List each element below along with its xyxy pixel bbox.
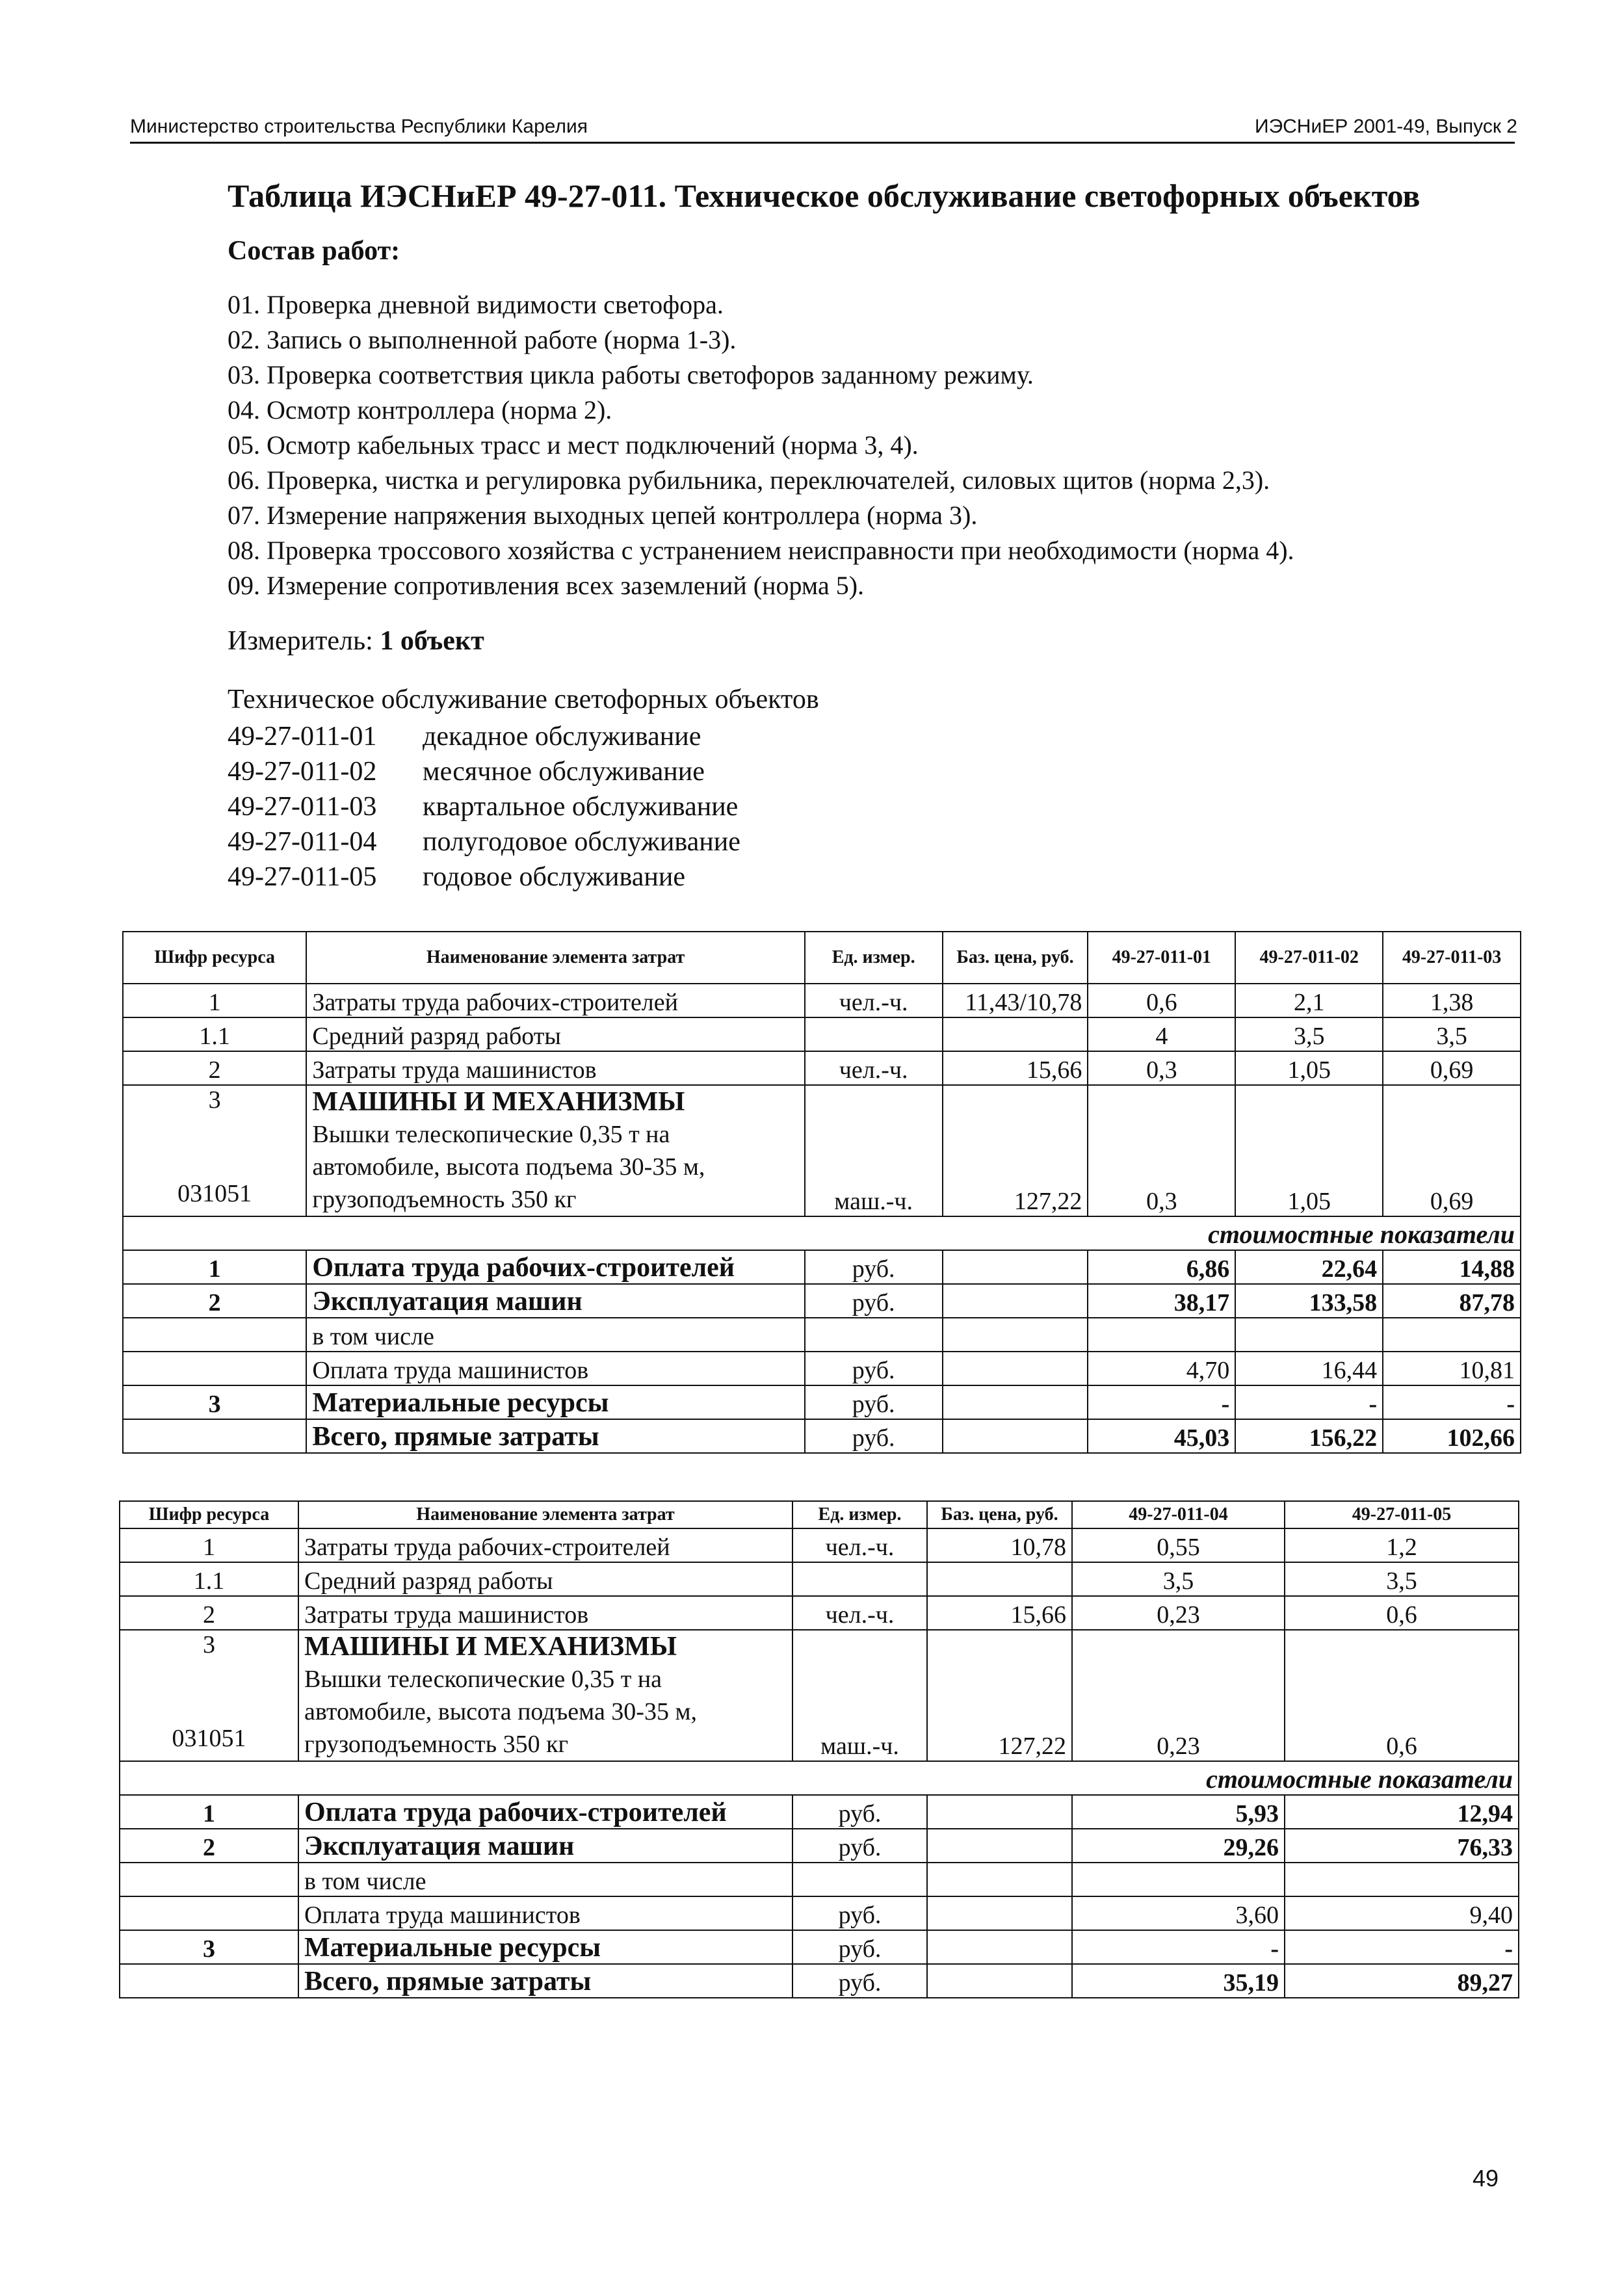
cell-unit: чел.-ч.	[805, 984, 943, 1017]
table-row	[123, 1017, 1521, 1051]
cell-value: 2,1	[1235, 984, 1383, 1017]
table-row	[120, 1829, 1519, 1863]
cell-value: -	[1088, 1385, 1235, 1419]
cell-unit: чел.-ч.	[792, 1596, 927, 1630]
work-step: 07. Измерение напряжения выходных цепей контроллера (норма 3).	[228, 501, 978, 530]
cell-price	[943, 1017, 1088, 1051]
work-step: 01. Проверка дневной видимости светофора.	[228, 290, 724, 319]
cell-code: 2	[123, 1284, 306, 1318]
cell-name: Материальные ресурсы	[298, 1930, 792, 1964]
col-header-name: Наименование элемента затрат	[306, 932, 804, 984]
cell-name: Затраты труда рабочих-строителей	[298, 1528, 792, 1562]
cell-unit: руб.	[792, 1896, 927, 1930]
cell-value: 87,78	[1383, 1284, 1521, 1318]
work-step: 05. Осмотр кабельных трасс и мест подключений (норма 3, 4).	[228, 430, 919, 460]
table-row	[120, 1863, 1519, 1896]
cell-name: Всего, прямые затраты	[306, 1419, 804, 1453]
work-step: 08. Проверка троссового хозяйства с устранением неисправности при необходимости (норма 4).	[228, 536, 1294, 565]
cell-value: 35,19	[1072, 1964, 1285, 1998]
composition-label: Состав работ:	[228, 236, 400, 266]
cell-unit: маш.-ч.	[805, 1085, 943, 1216]
norm-code-item	[228, 719, 740, 754]
cell-code: 1.1	[123, 1017, 306, 1051]
cell-value: 29,26	[1072, 1829, 1285, 1863]
cell-value: 45,03	[1088, 1419, 1235, 1453]
work-step: 04. Осмотр контроллера (норма 2).	[228, 395, 612, 425]
cell-value	[1383, 1318, 1521, 1352]
cell-name: Материальные ресурсы	[306, 1385, 804, 1419]
col-header-norm: 49-27-011-03	[1383, 932, 1521, 984]
table-row	[120, 1896, 1519, 1930]
table-row	[120, 1795, 1519, 1829]
cell-code: 2	[120, 1596, 298, 1630]
cell-code	[120, 1964, 298, 1998]
page-title: Таблица ИЭСНиЕР 49-27-011. Техническое обслуживание светофорных объектов	[228, 177, 1421, 214]
table-total-row	[123, 1419, 1521, 1453]
machine-desc: Вышки телескопические 0,35 т на автомобиле, высота подъема 30-35 м, грузоподъемность 350 кг	[312, 1121, 705, 1213]
cell-code	[123, 1419, 306, 1453]
cell-unit	[792, 1863, 927, 1896]
table-row	[120, 1930, 1519, 1964]
cell-value: 12,94	[1285, 1795, 1519, 1829]
cell-value: -	[1072, 1930, 1285, 1964]
cell-code: 1	[120, 1795, 298, 1829]
cell-value: 0,55	[1072, 1528, 1285, 1562]
cell-price	[927, 1863, 1072, 1896]
cell-price: 15,66	[927, 1596, 1072, 1630]
cell-name: Средний разряд работы	[306, 1017, 804, 1051]
cell-unit	[805, 1017, 943, 1051]
cell-value: -	[1383, 1385, 1521, 1419]
table-row-machines	[123, 1085, 1521, 1216]
cell-value: 1,05	[1235, 1085, 1383, 1216]
norm-name: полугодовое обслуживание	[423, 827, 740, 857]
page-number: 49	[1473, 2165, 1499, 2192]
col-header-norm: 49-27-011-05	[1285, 1501, 1519, 1528]
cell-name: Оплата труда машинистов	[306, 1352, 804, 1385]
cell-code	[120, 1896, 298, 1930]
cell-name: Эксплуатация машин	[298, 1829, 792, 1863]
cell-price: 10,78	[927, 1528, 1072, 1562]
norm-name: годовое обслуживание	[423, 862, 685, 892]
col-header-norm: 49-27-011-04	[1072, 1501, 1285, 1528]
work-step: 09. Измерение сопротивления всех заземлений (норма 5).	[228, 571, 865, 600]
cell-price	[943, 1318, 1088, 1352]
norm-code: 49-27-011-04	[228, 827, 377, 857]
table-row	[120, 1562, 1519, 1596]
cell-price: 11,43/10,78	[943, 984, 1088, 1017]
work-step: 06. Проверка, чистка и регулировка рубильника, переключателей, силовых щитов (норма 2,3).	[228, 465, 1270, 495]
cell-price	[927, 1964, 1072, 1998]
cost-header: стоимостные показатели	[123, 1216, 1521, 1250]
cell-code: 1	[123, 984, 306, 1017]
cell-code: 3	[120, 1930, 298, 1964]
cell-value	[1285, 1863, 1519, 1896]
cell-name: Затраты труда рабочих-строителей	[306, 984, 804, 1017]
col-header-code: Шифр ресурса	[120, 1501, 298, 1528]
cell-value: 14,88	[1383, 1250, 1521, 1284]
work-step: 02. Запись о выполненной работе (норма 1-3).	[228, 325, 737, 354]
cell-value: 156,22	[1235, 1419, 1383, 1453]
cell-unit: руб.	[805, 1419, 943, 1453]
cell-code	[123, 1085, 306, 1216]
cell-code: 2	[123, 1051, 306, 1085]
work-steps-list	[228, 287, 1294, 603]
cell-name: Средний разряд работы	[298, 1562, 792, 1596]
cell-unit: чел.-ч.	[805, 1051, 943, 1085]
cell-price	[943, 1250, 1088, 1284]
cell-value: 0,23	[1072, 1596, 1285, 1630]
cell-value: 76,33	[1285, 1829, 1519, 1863]
cell-price	[927, 1896, 1072, 1930]
table-row	[123, 1250, 1521, 1284]
machines-heading: МАШИНЫ И МЕХАНИЗМЫ	[312, 1087, 685, 1117]
header-divider	[130, 142, 1515, 144]
col-header-norm: 49-27-011-01	[1088, 932, 1235, 984]
work-step: 03. Проверка соответствия цикла работы светофоров заданному режиму.	[228, 360, 1034, 389]
cell-price	[927, 1795, 1072, 1829]
table-header-row	[120, 1501, 1519, 1528]
cell-unit: чел.-ч.	[792, 1528, 927, 1562]
cell-price	[943, 1419, 1088, 1453]
machines-num: 3	[203, 1631, 215, 1658]
cell-value: 4	[1088, 1017, 1235, 1051]
norm-code: 49-27-011-02	[228, 757, 377, 787]
col-header-norm: 49-27-011-02	[1235, 932, 1383, 984]
cell-name: Затраты труда машинистов	[298, 1596, 792, 1630]
table-row	[123, 1318, 1521, 1352]
cell-value: 1,05	[1235, 1051, 1383, 1085]
norm-name: квартальное обслуживание	[423, 792, 739, 822]
cell-name: Эксплуатация машин	[306, 1284, 804, 1318]
col-header-price: Баз. цена, руб.	[927, 1501, 1072, 1528]
measure-value: 1 объект	[380, 626, 484, 656]
cell-value: 102,66	[1383, 1419, 1521, 1453]
machine-code: 031051	[177, 1180, 252, 1207]
cell-name	[306, 1085, 804, 1216]
table-row	[123, 1352, 1521, 1385]
cell-value: 3,5	[1235, 1017, 1383, 1051]
cell-value: 0,69	[1383, 1051, 1521, 1085]
norm-code: 49-27-011-05	[228, 862, 377, 892]
table-total-row	[120, 1964, 1519, 1998]
cell-name: Оплата труда машинистов	[298, 1896, 792, 1930]
cell-unit: руб.	[805, 1250, 943, 1284]
cell-value: 0,6	[1088, 984, 1235, 1017]
cell-value: 4,70	[1088, 1352, 1235, 1385]
cell-price	[927, 1829, 1072, 1863]
norm-name: месячное обслуживание	[423, 757, 705, 787]
cell-code: 2	[120, 1829, 298, 1863]
cell-price	[943, 1352, 1088, 1385]
cell-value: 3,5	[1072, 1562, 1285, 1596]
cell-value: 89,27	[1285, 1964, 1519, 1998]
machines-num: 3	[208, 1086, 221, 1114]
cell-value: 1,2	[1285, 1528, 1519, 1562]
cell-value: 22,64	[1235, 1250, 1383, 1284]
norm-code-item	[228, 859, 740, 895]
cell-name: Оплата труда рабочих-строителей	[298, 1795, 792, 1829]
cell-price	[927, 1930, 1072, 1964]
cell-value: 38,17	[1088, 1284, 1235, 1318]
header-edition: ИЭСНиЕР 2001-49, Выпуск 2	[1255, 116, 1517, 137]
cost-header: стоимостные показатели	[120, 1761, 1519, 1795]
cell-price: 127,22	[927, 1630, 1072, 1761]
cell-unit: руб.	[805, 1385, 943, 1419]
cell-value: 0,23	[1072, 1630, 1285, 1761]
cell-unit: руб.	[792, 1930, 927, 1964]
cell-value: 10,81	[1383, 1352, 1521, 1385]
cell-value: 9,40	[1285, 1896, 1519, 1930]
norm-code-item	[228, 789, 740, 824]
norm-code-item	[228, 824, 740, 859]
norm-code: 49-27-011-01	[228, 722, 377, 752]
table-header-row	[123, 932, 1521, 984]
cell-code: 1.1	[120, 1562, 298, 1596]
cell-unit: руб.	[792, 1964, 927, 1998]
cell-value: -	[1235, 1385, 1383, 1419]
cell-unit	[792, 1562, 927, 1596]
cell-value: -	[1285, 1930, 1519, 1964]
norm-name: декадное обслуживание	[423, 722, 701, 752]
col-header-price: Баз. цена, руб.	[943, 932, 1088, 984]
machines-heading: МАШИНЫ И МЕХАНИЗМЫ	[304, 1632, 677, 1662]
cell-unit	[805, 1318, 943, 1352]
cost-header-row	[123, 1216, 1521, 1250]
cell-value	[1235, 1318, 1383, 1352]
cell-code: 1	[120, 1528, 298, 1562]
table-row	[123, 1284, 1521, 1318]
cost-table-1	[122, 931, 1521, 1454]
header-ministry: Министерство строительства Республики Карелия	[130, 116, 588, 137]
machine-code: 031051	[172, 1725, 246, 1752]
cell-value: 0,69	[1383, 1085, 1521, 1216]
measure-label: Измеритель:	[228, 626, 373, 656]
cell-name: в том числе	[306, 1318, 804, 1352]
col-header-name: Наименование элемента затрат	[298, 1501, 792, 1528]
cell-price: 127,22	[943, 1085, 1088, 1216]
table-row-machines	[120, 1630, 1519, 1761]
cell-price	[943, 1385, 1088, 1419]
cell-value: 16,44	[1235, 1352, 1383, 1385]
table-row	[123, 984, 1521, 1017]
cell-price	[927, 1562, 1072, 1596]
norm-code-item	[228, 754, 740, 789]
cell-code	[123, 1352, 306, 1385]
section-subtitle: Техническое обслуживание светофорных объектов	[228, 685, 819, 714]
cell-value: 6,86	[1088, 1250, 1235, 1284]
cell-name: Всего, прямые затраты	[298, 1964, 792, 1998]
cell-value: 3,5	[1285, 1562, 1519, 1596]
norm-code: 49-27-011-03	[228, 792, 377, 822]
cell-unit: руб.	[805, 1284, 943, 1318]
cell-code	[123, 1318, 306, 1352]
table-row	[123, 1051, 1521, 1085]
cell-code	[120, 1630, 298, 1761]
cost-header-row	[120, 1761, 1519, 1795]
cell-value	[1072, 1863, 1285, 1896]
cell-value: 0,3	[1088, 1085, 1235, 1216]
cell-unit: руб.	[805, 1352, 943, 1385]
cell-code: 3	[123, 1385, 306, 1419]
norm-code-list	[228, 719, 740, 895]
cell-value: 1,38	[1383, 984, 1521, 1017]
cell-value: 133,58	[1235, 1284, 1383, 1318]
col-header-unit: Ед. измер.	[805, 932, 943, 984]
table-row	[120, 1596, 1519, 1630]
cell-name: в том числе	[298, 1863, 792, 1896]
cell-price: 15,66	[943, 1051, 1088, 1085]
cost-table-2	[119, 1500, 1519, 1998]
cell-value: 0,6	[1285, 1596, 1519, 1630]
table-row	[123, 1385, 1521, 1419]
col-header-unit: Ед. измер.	[792, 1501, 927, 1528]
cell-price	[943, 1284, 1088, 1318]
cell-name	[298, 1630, 792, 1761]
cell-value: 3,60	[1072, 1896, 1285, 1930]
table-row	[120, 1528, 1519, 1562]
cell-code	[120, 1863, 298, 1896]
cell-unit: маш.-ч.	[792, 1630, 927, 1761]
cell-value: 3,5	[1383, 1017, 1521, 1051]
cell-value	[1088, 1318, 1235, 1352]
machine-desc: Вышки телескопические 0,35 т на автомобиле, высота подъема 30-35 м, грузоподъемность 350 кг	[304, 1666, 698, 1758]
cell-value: 0,3	[1088, 1051, 1235, 1085]
cell-unit: руб.	[792, 1795, 927, 1829]
cell-name: Затраты труда машинистов	[306, 1051, 804, 1085]
cell-value: 0,6	[1285, 1630, 1519, 1761]
measure-line	[228, 625, 484, 657]
cell-unit: руб.	[792, 1829, 927, 1863]
col-header-code: Шифр ресурса	[123, 932, 306, 984]
cell-value: 5,93	[1072, 1795, 1285, 1829]
cell-name: Оплата труда рабочих-строителей	[306, 1250, 804, 1284]
cell-code: 1	[123, 1250, 306, 1284]
